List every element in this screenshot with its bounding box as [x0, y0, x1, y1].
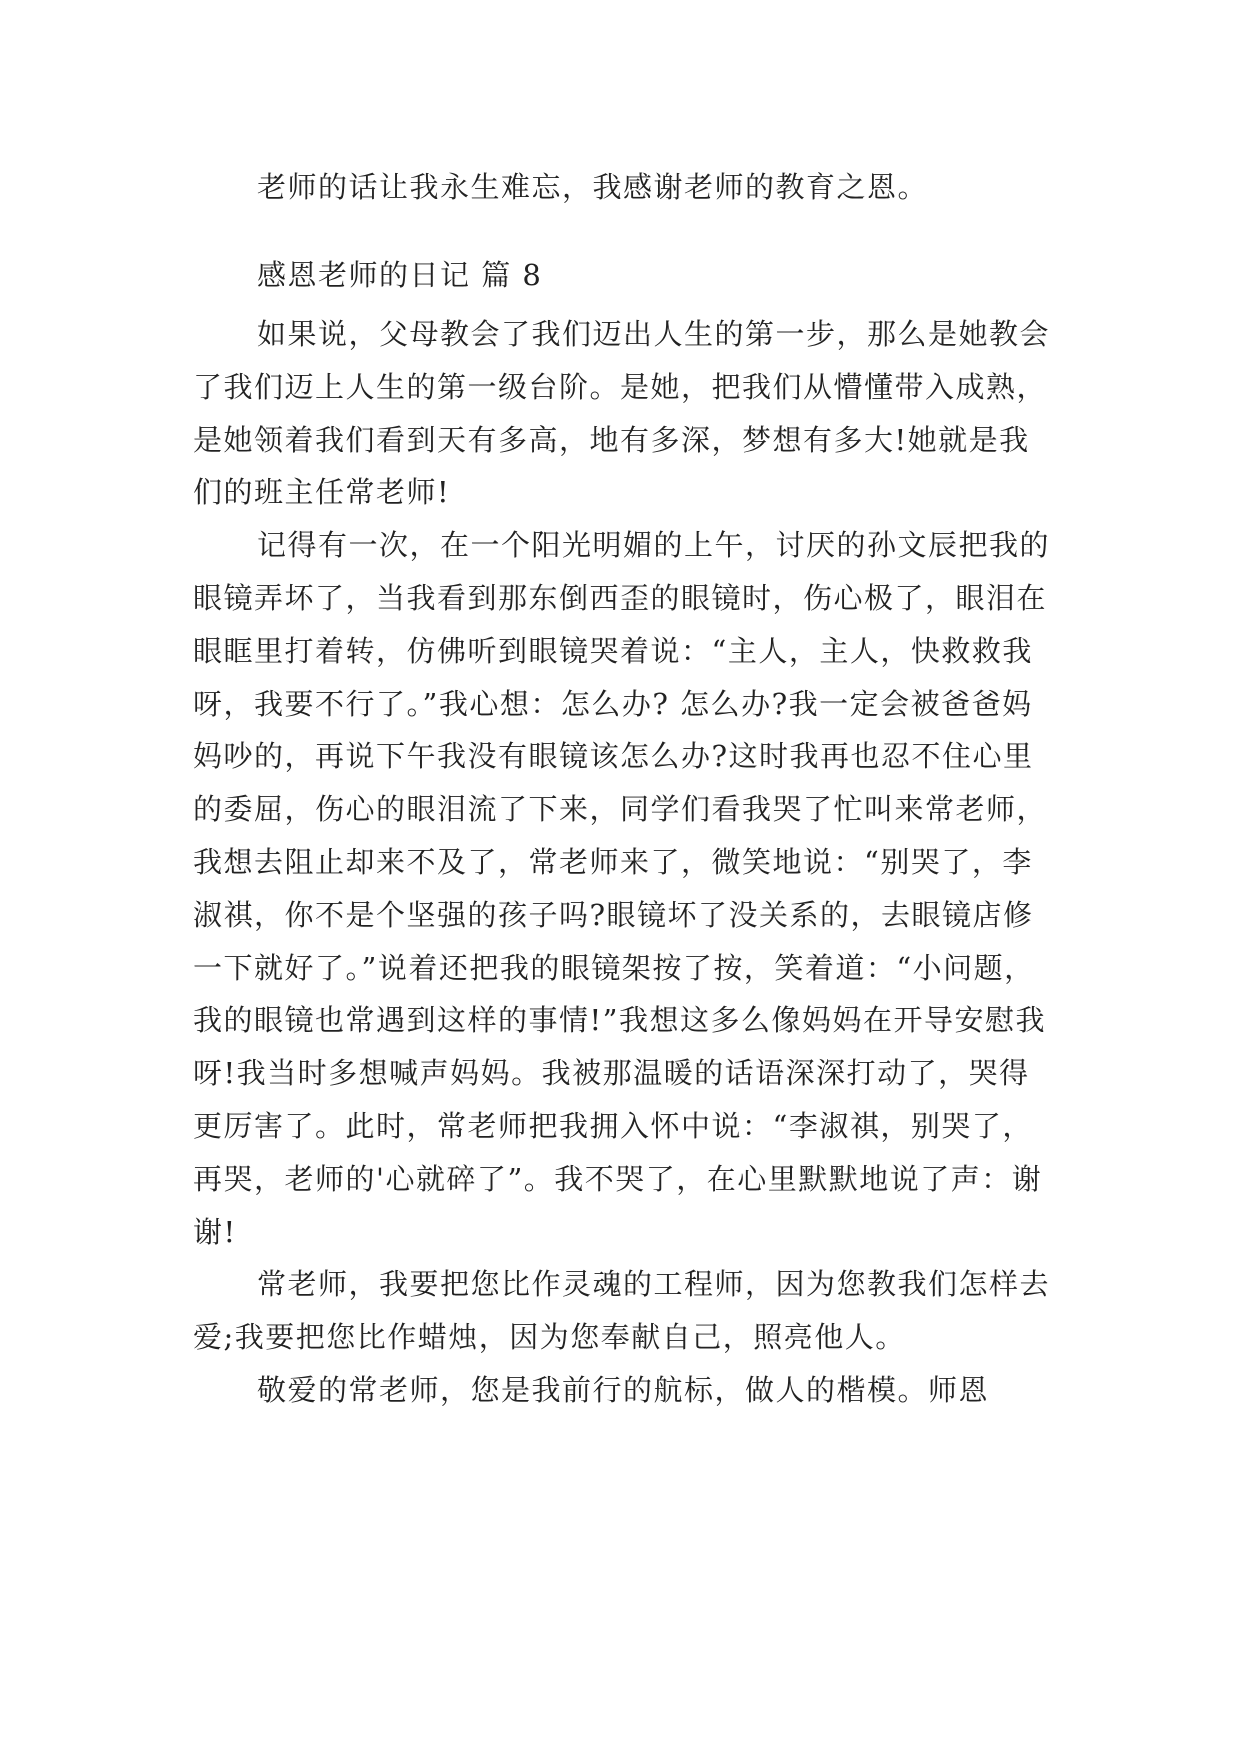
paragraph-metaphor: 常老师，我要把您比作灵魂的工程师，因为您教我们怎样去爱;我要把您比作蜡烛，因为您奉献自己，照亮他人。 — [193, 1267, 1051, 1355]
paragraph-intro: 如果说，父母教会了我们迈出人生的第一步，那么是她教会了我们迈上人生的第一级台阶。是她，把我们从懵懂带入成熟，是她领着我们看到天有多高，地有多深，梦想有多大!她就是我们的班主任常老师! — [193, 317, 1051, 510]
section-title: 感恩老师的日记 篇 8 — [257, 258, 543, 292]
closing-text-block — [193, 161, 1053, 214]
diary-body — [193, 308, 1053, 1417]
paragraph-closing-tribute: 敬爱的常老师，您是我前行的航标，做人的楷模。师恩 — [257, 1372, 990, 1407]
closing-paragraph: 老师的话让我永生难忘，我感谢老师的教育之恩。 — [257, 170, 929, 204]
section-heading-block — [193, 249, 1053, 302]
paragraph-glasses-story: 记得有一次，在一个阳光明媚的上午，讨厌的孙文辰把我的眼镜弄坏了，当我看到那东倒西歪的眼镜时，伤心极了，眼泪在眼眶里打着转，仿佛听到眼镜哭着说：“主人，主人，快救救我呀，我要不行了。”我心想：怎么办? 怎么办?我一定会被爸爸妈妈吵的，再说下午我没有眼镜该怎么办?这时我再也忍不住心里的委屈，伤心的眼泪流了下来，同学们看我哭了忙叫来常老师，我想去阻止却来不及了，常老师来了，微笑地说：“别哭了，李淑祺，你不是个坚强的孩子吗?眼镜坏了没关系的，去眼镜店修一下就好了。”说着还把我的眼镜架按了按，笑着道：“小问题，我的眼镜也常遇到这样的事情!”我想这多么像妈妈在开导安慰我呀!我当时多想喊声妈妈。我被那温暖的话语深深打动了，哭得更厉害了。此时，常老师把我拥入怀中说：“李淑祺，别哭了，再哭，老师的'心就碎了”。我不哭了，在心里默默地说了声：谢谢! — [193, 528, 1051, 1249]
